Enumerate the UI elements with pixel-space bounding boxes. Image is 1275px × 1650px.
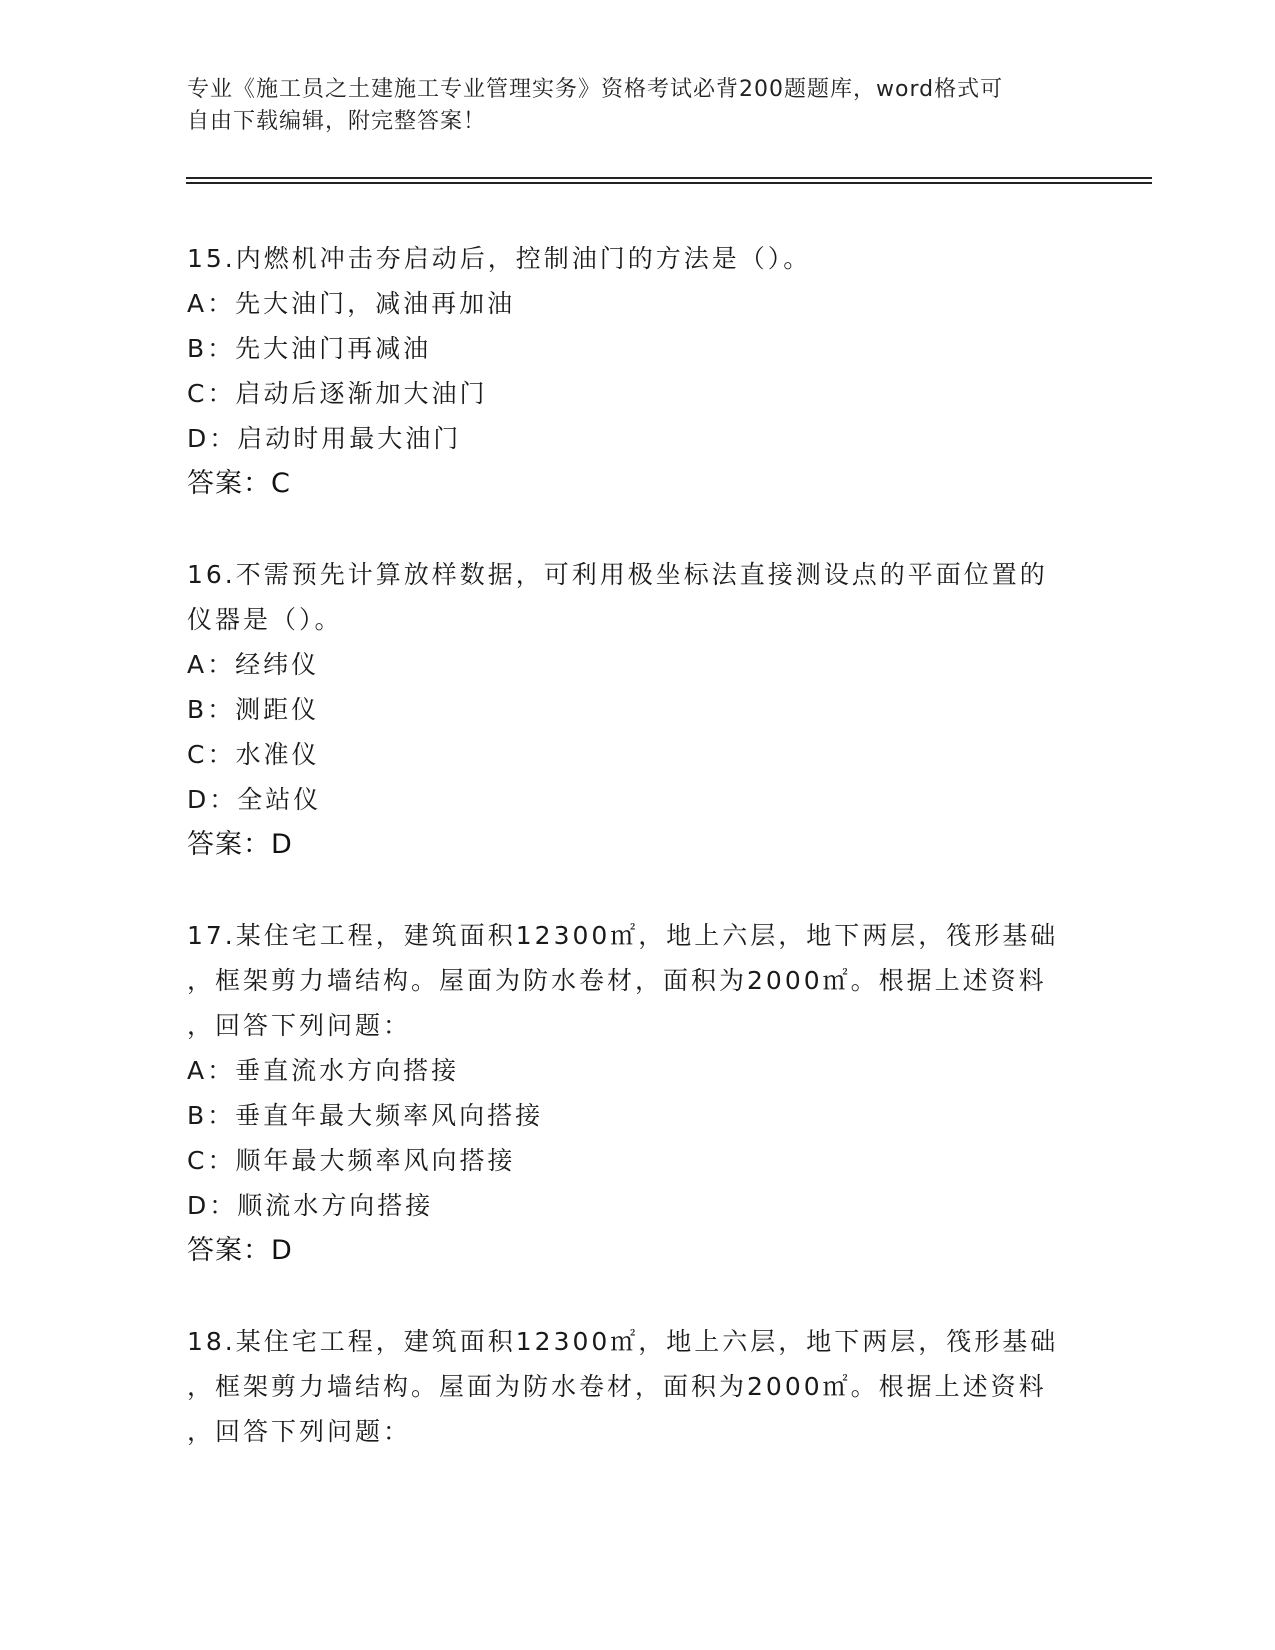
option-d: D：全站仪 — [187, 785, 322, 814]
question-17 — [187, 913, 1087, 1273]
option-b: B：垂直年最大频率风向搭接 — [187, 1101, 544, 1130]
question-stem: 15.内燃机冲击夯启动后，控制油门的方法是（）。 — [187, 244, 812, 273]
spacer — [187, 1273, 1087, 1319]
question-stem: 16.不需预先计算放样数据，可利用极坐标法直接测设点的平面位置的 — [187, 560, 1048, 589]
option-a: A：垂直流水方向搭接 — [187, 1056, 460, 1085]
question-stem: 18.某住宅工程，建筑面积12300㎡，地上六层，地下两层，筏形基础 — [187, 1327, 1059, 1356]
spacer — [187, 867, 1087, 913]
answer: 答案：D — [187, 1235, 293, 1266]
header-line-1: 专业《施工员之土建施工专业管理实务》资格考试必背200题题库，word格式可 — [187, 77, 1004, 102]
option-d: D：顺流水方向搭接 — [187, 1191, 434, 1220]
answer: 答案：C — [187, 468, 291, 499]
question-stem-continued: ，回答下列问题： — [187, 1417, 412, 1446]
option-c: C：顺年最大频率风向搭接 — [187, 1146, 516, 1175]
question-18 — [187, 1319, 1087, 1454]
option-d: D：启动时用最大油门 — [187, 424, 462, 453]
option-a: A：经纬仪 — [187, 650, 320, 679]
header-line-2: 自由下载编辑，附完整答案！ — [187, 109, 487, 134]
question-stem-continued: ，框架剪力墙结构。屋面为防水卷材，面积为2000㎡。根据上述资料 — [187, 1372, 1047, 1401]
answer: 答案：D — [187, 829, 293, 860]
option-a: A：先大油门，减油再加油 — [187, 289, 516, 318]
spacer — [187, 506, 1087, 552]
document-header — [187, 74, 1067, 138]
header-rule-bottom — [186, 182, 1152, 184]
question-stem-continued: 仪器是（）。 — [187, 605, 343, 634]
question-15 — [187, 236, 1087, 506]
option-b: B：先大油门再减油 — [187, 334, 432, 363]
header-rule-top — [186, 177, 1152, 179]
question-16 — [187, 552, 1087, 867]
question-list — [187, 236, 1087, 1454]
question-stem-continued: ，回答下列问题： — [187, 1011, 412, 1040]
option-c: C：启动后逐渐加大油门 — [187, 379, 488, 408]
option-b: B：测距仪 — [187, 695, 320, 724]
question-stem-continued: ，框架剪力墙结构。屋面为防水卷材，面积为2000㎡。根据上述资料 — [187, 966, 1047, 995]
question-stem: 17.某住宅工程，建筑面积12300㎡，地上六层，地下两层，筏形基础 — [187, 921, 1059, 950]
option-c: C：水准仪 — [187, 740, 320, 769]
